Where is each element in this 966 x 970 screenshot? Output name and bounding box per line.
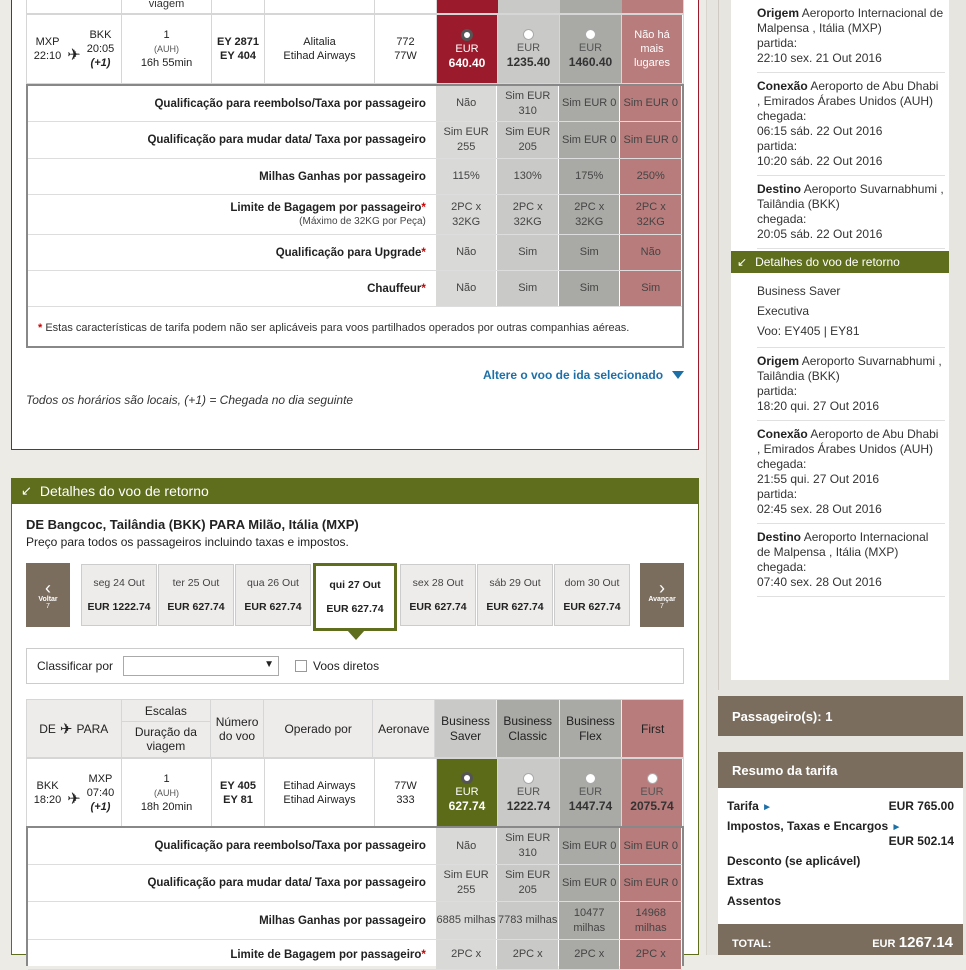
detail-label-text: Limite de Bagagem por passageiro bbox=[230, 948, 422, 961]
times-note: Todos os horários são locais, (+1) = Chegada no dia seguinte bbox=[26, 393, 354, 407]
detail-value: 6885 milhas bbox=[436, 902, 497, 939]
detail-value: 130% bbox=[497, 159, 558, 194]
time-label: partida: bbox=[757, 139, 798, 153]
stop-type: Destino bbox=[757, 182, 802, 196]
fare-amount: 640.40 bbox=[448, 55, 486, 70]
aircraft: 772 bbox=[396, 36, 415, 48]
from-time: 18:20 bbox=[33, 793, 62, 806]
itinerary-stop bbox=[757, 524, 945, 597]
detail-value: Sim EUR 205 bbox=[497, 865, 558, 901]
fare-detail-row bbox=[28, 828, 682, 865]
prev-label: Voltar bbox=[38, 596, 58, 603]
detail-value: Sim bbox=[497, 235, 558, 270]
passengers-bar: Passageiro(s): 1 bbox=[718, 696, 963, 736]
itinerary-stop bbox=[757, 0, 945, 73]
fare-business-saver[interactable] bbox=[437, 759, 498, 826]
asterisk: * bbox=[421, 948, 426, 961]
date-price: EUR 627.74 bbox=[244, 601, 302, 613]
detail-label-text: Qualificação para Upgrade bbox=[275, 246, 422, 259]
detail-value: Sim EUR 310 bbox=[497, 828, 558, 864]
fare-summary-header: Resumo da tarifa bbox=[718, 752, 963, 788]
detail-label bbox=[28, 159, 436, 194]
asterisk: * bbox=[421, 282, 426, 295]
fare-detail-row bbox=[28, 195, 682, 235]
detail-value: Não bbox=[620, 235, 681, 270]
detail-label-text: Chauffeur bbox=[367, 282, 422, 295]
itinerary-stop bbox=[757, 348, 945, 421]
detail-value: Sim EUR 0 bbox=[559, 86, 620, 121]
time-value: 10:20 sáb. 22 Out 2016 bbox=[757, 154, 883, 168]
from-code: MXP bbox=[35, 36, 60, 48]
detail-value: Sim EUR 0 bbox=[620, 122, 681, 158]
time-value: 22:10 sex. 21 Out 2016 bbox=[757, 51, 882, 65]
radio[interactable] bbox=[523, 773, 534, 784]
fare-amount: 627.74 bbox=[448, 799, 486, 813]
total-bar bbox=[718, 924, 963, 955]
desconto-label: Desconto (se aplicável) bbox=[727, 854, 861, 868]
time-value: 06:15 sáb. 22 Out 2016 bbox=[757, 124, 883, 138]
stop-code: (AUH) bbox=[154, 44, 179, 54]
return-fare-info bbox=[757, 273, 945, 348]
fare-amount: 1460.40 bbox=[568, 55, 613, 69]
detail-label-text: Qualificação para mudar data/ Taxa por passageiro bbox=[147, 134, 426, 146]
return-header-text: Detalhes do voo de retorno bbox=[755, 255, 900, 269]
stop-airport: Aeroporto Internacional de Malpensa , Itália (MXP) bbox=[757, 6, 944, 35]
to-time: 07:40 bbox=[86, 786, 115, 799]
detail-value: 2PC x 32KG bbox=[620, 195, 681, 234]
date-day: sáb 29 Out bbox=[489, 577, 541, 589]
return-route: DE Bangcoc, Tailândia (BKK) PARA Milão, Itália (MXP) bbox=[26, 517, 359, 532]
taxas-label: Impostos, Taxas e Encargos bbox=[727, 819, 889, 833]
date-price: EUR 1222.74 bbox=[87, 601, 151, 613]
aircraft: 333 bbox=[396, 793, 415, 806]
total-currency: EUR bbox=[872, 938, 896, 950]
date-day: seg 24 Out bbox=[93, 577, 145, 589]
next-num: 7 bbox=[660, 603, 664, 610]
detail-label bbox=[28, 902, 436, 939]
sidebar-border-left bbox=[718, 0, 719, 690]
date-option[interactable] bbox=[554, 564, 630, 626]
itinerary-stop bbox=[757, 176, 945, 249]
currency: EUR bbox=[640, 785, 664, 798]
collapse-arrow-icon[interactable]: ↙ bbox=[21, 483, 32, 498]
taxas-row[interactable] bbox=[727, 819, 901, 833]
sort-label: Classificar por bbox=[37, 659, 114, 673]
total-value: 1267.14 bbox=[898, 934, 953, 951]
date-option[interactable] bbox=[235, 564, 311, 626]
radio-selected[interactable] bbox=[461, 29, 473, 41]
col-aeronave: Aeronave bbox=[373, 700, 435, 757]
detail-value: 2PC x bbox=[497, 940, 558, 969]
detail-value: 250% bbox=[620, 159, 681, 194]
fare-detail-row bbox=[28, 865, 682, 902]
operator: Alitalia bbox=[303, 36, 336, 48]
fare-detail-row bbox=[28, 271, 682, 307]
duration: 16h 55min bbox=[140, 57, 193, 69]
detail-value: Sim bbox=[620, 271, 681, 306]
asterisk: * bbox=[421, 201, 426, 214]
fare-detail-row bbox=[28, 86, 682, 122]
stop-type: Conexão bbox=[757, 427, 808, 441]
return-flight-row bbox=[26, 758, 684, 827]
fare-business-flex[interactable] bbox=[560, 759, 622, 826]
taxas-value: EUR 502.14 bbox=[888, 834, 954, 848]
detail-value: Sim bbox=[559, 235, 620, 270]
date-day: ter 25 Out bbox=[172, 577, 220, 589]
detail-value: 2PC x bbox=[559, 940, 620, 969]
tarifa-value: EUR 765.00 bbox=[888, 799, 954, 813]
date-option[interactable] bbox=[313, 563, 397, 631]
fare-summary-body bbox=[718, 788, 963, 924]
date-price: EUR 627.74 bbox=[167, 601, 225, 613]
col-duracao: Duração da viagem bbox=[134, 725, 197, 753]
stop-code: (AUH) bbox=[154, 787, 179, 798]
stop-type: Conexão bbox=[757, 79, 808, 93]
next-day: (+1) bbox=[90, 57, 111, 69]
detail-label-text: Limite de Bagagem por passageiro bbox=[230, 201, 422, 214]
date-price: EUR 627.74 bbox=[326, 603, 384, 615]
detail-label-text: Qualificação para mudar data/ Taxa por passageiro bbox=[147, 877, 426, 889]
date-option[interactable] bbox=[158, 564, 234, 626]
detail-value: Sim EUR 0 bbox=[620, 86, 681, 121]
col-route bbox=[27, 700, 122, 757]
footnote-text: Estas características de tarifa podem não ser aplicáveis para voos partilhados operados por outras companhias aéreas. bbox=[45, 322, 630, 334]
detail-label-text: Milhas Ganhas por passageiro bbox=[259, 170, 426, 183]
triangle-down-icon bbox=[672, 371, 684, 379]
detail-value: Sim EUR 255 bbox=[436, 865, 497, 901]
selected-date-pointer bbox=[347, 630, 365, 640]
detail-value: Sim EUR 205 bbox=[497, 122, 558, 158]
stop-airport: Aeroporto Internacional de Malpensa , Itália (MXP) bbox=[757, 530, 929, 559]
chevron-left-icon: ‹ bbox=[45, 578, 51, 598]
detail-label-text: Milhas Ganhas por passageiro bbox=[259, 914, 426, 927]
flight-no: EY 2871 bbox=[216, 36, 259, 48]
next-dates-button[interactable] bbox=[640, 563, 684, 627]
plane-icon: ✈ bbox=[67, 790, 81, 808]
currency: EUR bbox=[516, 785, 541, 798]
return-columns-header bbox=[26, 699, 684, 758]
time-value: 07:40 sex. 28 Out 2016 bbox=[757, 575, 882, 589]
detail-label bbox=[28, 195, 436, 234]
currency: EUR bbox=[455, 786, 479, 798]
currency: EUR bbox=[455, 42, 479, 55]
itinerary-stop bbox=[757, 73, 945, 176]
radio[interactable] bbox=[523, 29, 534, 40]
col-numero: Número do voo bbox=[211, 700, 264, 757]
extras-label: Extras bbox=[727, 874, 764, 888]
footnote: * Estas características de tarifa podem não ser aplicáveis para voos partilhados operados por outras companhias aéreas. bbox=[38, 322, 630, 334]
time-label: chegada: bbox=[757, 109, 807, 123]
stop-airport: Aeroporto Suvarnabhumi , Tailândia (BKK) bbox=[757, 182, 944, 211]
fare-business-classic[interactable] bbox=[498, 759, 560, 826]
radio[interactable] bbox=[647, 773, 658, 784]
aircraft: 77W bbox=[394, 779, 417, 792]
aircraft: 77W bbox=[394, 50, 417, 62]
chevron-right-icon: › bbox=[659, 578, 665, 598]
prev-dates-button[interactable] bbox=[26, 563, 70, 627]
direct-label: Voos diretos bbox=[313, 659, 380, 673]
time-label: chegada: bbox=[757, 212, 807, 226]
triangle-right-icon: ► bbox=[891, 822, 902, 833]
flight-no: EY 405 bbox=[220, 779, 256, 792]
detail-value: Não bbox=[436, 828, 497, 864]
col-business-flex: Business Flex bbox=[560, 700, 622, 757]
outbound-header-fragment: viagem bbox=[26, 0, 684, 14]
detail-value: Não bbox=[436, 235, 497, 270]
detail-label bbox=[28, 122, 436, 158]
detail-value: 14968 milhas bbox=[620, 902, 681, 939]
stop-airport: Aeroporto Suvarnabhumi , Tailândia (BKK) bbox=[757, 354, 942, 383]
detail-value: 115% bbox=[436, 159, 497, 194]
fare-amount: 2075.74 bbox=[630, 798, 674, 813]
stops-cell bbox=[122, 15, 212, 83]
stops: 1 bbox=[163, 29, 170, 41]
stop-airport: Aeroporto de Abu Dhabi , Emirados Árabes Unidos (AUH) bbox=[757, 427, 939, 456]
collapse-arrow-icon: ↙ bbox=[737, 255, 748, 269]
detail-value: 2PC x bbox=[620, 940, 681, 969]
fare-detail-row bbox=[28, 122, 682, 159]
col-business-classic: Business Classic bbox=[497, 700, 559, 757]
to-code: MXP bbox=[88, 772, 113, 785]
flight-number-cell bbox=[212, 15, 265, 83]
return-fare-name: Business Saver bbox=[757, 284, 841, 298]
prev-num: 7 bbox=[46, 603, 50, 610]
stops-cell bbox=[122, 759, 212, 826]
duration: 18h 20min bbox=[140, 800, 193, 813]
date-day: qui 27 Out bbox=[329, 579, 381, 591]
flight-no: EY 404 bbox=[220, 50, 256, 62]
col-operado: Operado por bbox=[264, 700, 374, 757]
flight-no: EY 81 bbox=[223, 793, 253, 806]
detail-value: Sim EUR 255 bbox=[436, 122, 497, 158]
next-label: Avançar bbox=[648, 596, 676, 603]
detail-value: 2PC x 32KG bbox=[436, 195, 497, 234]
aircraft-cell bbox=[375, 15, 437, 83]
return-flight-numbers: Voo: EY405 | EY81 bbox=[757, 324, 860, 338]
next-day: (+1) bbox=[90, 800, 111, 813]
return-header-title: Detalhes do voo de retorno bbox=[39, 483, 209, 499]
operator-cell bbox=[265, 15, 375, 83]
detail-value: 2PC x 32KG bbox=[559, 195, 620, 234]
date-option[interactable] bbox=[81, 564, 157, 626]
to-code: BKK bbox=[89, 29, 112, 41]
time-value: 02:45 sex. 28 Out 2016 bbox=[757, 502, 882, 516]
return-fare-details bbox=[26, 826, 684, 966]
col-business-saver: Business Saver bbox=[435, 700, 496, 757]
detail-sublabel: (Máximo de 32KG por Peça) bbox=[299, 215, 426, 227]
return-header-bar bbox=[11, 478, 699, 504]
time-label: chegada: bbox=[757, 560, 807, 574]
assentos-label: Assentos bbox=[727, 894, 782, 908]
date-option[interactable] bbox=[400, 564, 476, 626]
fare-business-saver[interactable] bbox=[437, 15, 498, 83]
stop-type: Origem bbox=[757, 6, 800, 20]
total-label: TOTAL: bbox=[732, 938, 772, 950]
detail-value: Sim bbox=[559, 271, 620, 306]
tarifa-label: Tarifa bbox=[727, 799, 759, 813]
fare-business-classic[interactable] bbox=[498, 15, 560, 83]
detail-value: Sim EUR 310 bbox=[497, 86, 558, 121]
fare-first[interactable] bbox=[622, 759, 682, 826]
triangle-right-icon: ► bbox=[762, 802, 773, 813]
date-price: EUR 627.74 bbox=[409, 601, 467, 613]
outbound-fare-details bbox=[26, 84, 684, 348]
date-option[interactable] bbox=[477, 564, 553, 626]
stop-airport: Aeroporto de Abu Dhabi , Emirados Árabes Unidos (AUH) bbox=[757, 79, 939, 108]
detail-label-text: Qualificação para reembolso/Taxa por passageiro bbox=[154, 97, 426, 110]
detail-value: Sim EUR 0 bbox=[559, 122, 620, 158]
date-day: sex 28 Out bbox=[412, 577, 464, 589]
detail-value: Sim bbox=[497, 271, 558, 306]
detail-value: 175% bbox=[559, 159, 620, 194]
date-price: EUR 627.74 bbox=[563, 601, 621, 613]
time-value: 21:55 qui. 27 Out 2016 bbox=[757, 472, 880, 486]
return-price-note: Preço para todos os passageiros incluindo taxas e impostos. bbox=[26, 535, 349, 549]
change-outbound-link[interactable] bbox=[483, 368, 684, 382]
change-outbound-text[interactable]: Altere o voo de ida selecionado bbox=[483, 368, 664, 382]
sort-select[interactable] bbox=[123, 656, 279, 676]
time-label: partida: bbox=[757, 487, 798, 501]
detail-label bbox=[28, 271, 436, 306]
detail-value: Não bbox=[436, 271, 497, 306]
col-escalas: Escalas bbox=[122, 704, 211, 722]
from-time: 22:10 bbox=[33, 50, 62, 62]
currency: EUR bbox=[578, 785, 603, 798]
fare-detail-row bbox=[28, 940, 682, 970]
detail-label-text: Qualificação para reembolso/Taxa por passageiro bbox=[154, 840, 426, 852]
detail-value: Sim EUR 0 bbox=[620, 865, 681, 901]
detail-value: Sim EUR 0 bbox=[559, 828, 620, 864]
flight-number-cell bbox=[212, 759, 265, 826]
operator-cell bbox=[265, 759, 375, 826]
direct-checkbox[interactable] bbox=[295, 660, 307, 672]
date-day: dom 30 Out bbox=[564, 577, 620, 589]
aircraft-cell bbox=[375, 759, 437, 826]
radio[interactable] bbox=[585, 773, 596, 784]
col-stops bbox=[122, 700, 212, 757]
detail-label bbox=[28, 86, 436, 121]
stop-type: Origem bbox=[757, 354, 800, 368]
tarifa-row[interactable] bbox=[727, 799, 772, 813]
fare-first-unavailable: Não há mais lugares bbox=[622, 15, 682, 83]
fare-amount: 1235.40 bbox=[506, 55, 551, 69]
date-day: qua 26 Out bbox=[247, 577, 299, 589]
detail-value: 7783 milhas bbox=[497, 902, 558, 939]
route-cell bbox=[27, 759, 122, 826]
time-label: partida: bbox=[757, 36, 798, 50]
fare-detail-row bbox=[28, 159, 682, 195]
operator: Etihad Airways bbox=[283, 50, 356, 62]
detail-value: 2PC x 32KG bbox=[497, 195, 558, 234]
plane-icon: ✈ bbox=[59, 720, 73, 738]
detail-value: Sim EUR 0 bbox=[620, 828, 681, 864]
time-value: 20:05 sáb. 22 Out 2016 bbox=[757, 227, 883, 241]
asterisk: * bbox=[421, 246, 426, 259]
col-first: First bbox=[622, 700, 683, 757]
currency: EUR bbox=[578, 42, 603, 54]
detail-value: 10477 milhas bbox=[559, 902, 620, 939]
detail-label bbox=[28, 235, 436, 270]
detail-value: 2PC x bbox=[436, 940, 497, 969]
return-cabin: Executiva bbox=[757, 304, 810, 318]
time-label: chegada: bbox=[757, 457, 807, 471]
currency: EUR bbox=[516, 42, 541, 54]
itinerary-summary bbox=[731, 0, 949, 680]
operator: Etihad Airways bbox=[283, 793, 356, 806]
outbound-flight-row bbox=[26, 14, 684, 84]
caret-down-icon: ▼ bbox=[264, 659, 275, 670]
radio-selected[interactable] bbox=[461, 772, 473, 784]
fare-detail-row bbox=[28, 902, 682, 940]
from-code: BKK bbox=[36, 779, 59, 792]
col-para: PARA bbox=[76, 721, 109, 736]
detail-label bbox=[28, 865, 436, 901]
fare-business-flex[interactable] bbox=[560, 15, 622, 83]
stop-type: Destino bbox=[757, 530, 802, 544]
sort-bar bbox=[26, 648, 684, 684]
detail-value: Sim EUR 0 bbox=[559, 865, 620, 901]
route-cell bbox=[27, 15, 122, 83]
col-de: DE bbox=[39, 721, 56, 736]
itinerary-stop bbox=[757, 421, 945, 524]
time-value: 18:20 qui. 27 Out 2016 bbox=[757, 399, 880, 413]
time-label: partida: bbox=[757, 384, 798, 398]
fare-amount: 1447.74 bbox=[568, 798, 613, 813]
detail-label bbox=[28, 828, 436, 864]
plane-icon: ✈ bbox=[67, 47, 81, 64]
operator: Etihad Airways bbox=[283, 779, 356, 792]
stops: 1 bbox=[163, 772, 170, 785]
radio[interactable] bbox=[585, 29, 596, 40]
to-time: 20:05 bbox=[86, 43, 115, 55]
detail-value: Não bbox=[436, 86, 497, 121]
fare-detail-row bbox=[28, 235, 682, 271]
fare-amount: 1222.74 bbox=[506, 798, 551, 813]
return-details-header[interactable] bbox=[731, 251, 949, 273]
date-price: EUR 627.74 bbox=[486, 601, 544, 613]
